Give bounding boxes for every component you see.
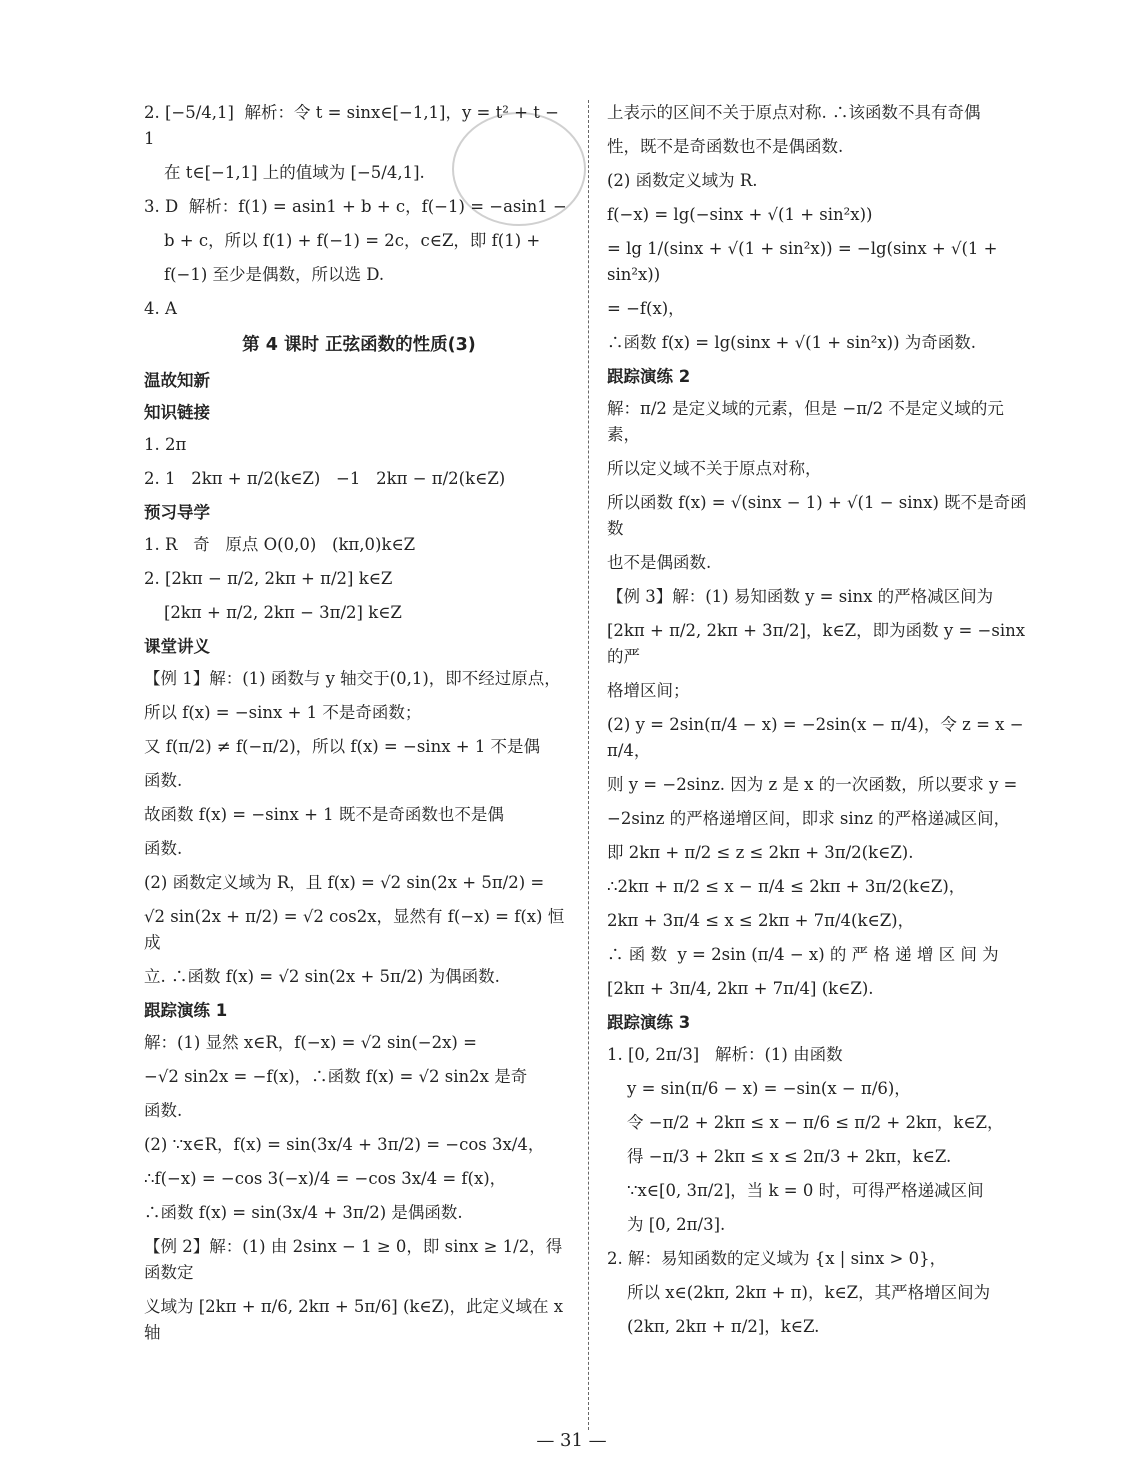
text-line: 所以定义域不关于原点对称， — [607, 459, 822, 478]
left-column — [144, 100, 574, 1354]
text-line: (2kπ, 2kπ + π/2]，k∈Z. — [627, 1317, 820, 1336]
column-divider — [588, 100, 589, 1430]
text-line: 函数. — [144, 1101, 183, 1120]
text-line: √2 sin(2x + π/2) = √2 cos2x，显然有 f(−x) = f(x) 恒成 — [144, 907, 565, 952]
text-line: 则 y = −2sinz. 因为 z 是 x 的一次函数，所以要求 y = — [607, 775, 1018, 794]
text-line: f(−x) = lg(−sinx + √(1 + sin²x)) — [607, 205, 873, 224]
text-line: ∴函数 f(x) = sin(3x/4 + 3π/2) 是偶函数. — [144, 1203, 463, 1222]
text-line: 令 −π/2 + 2kπ ≤ x − π/6 ≤ π/2 + 2kπ，k∈Z， — [627, 1113, 1004, 1132]
text-line: 得 −π/3 + 2kπ ≤ x ≤ 2π/3 + 2kπ，k∈Z. — [627, 1147, 952, 1166]
text-line: 格增区间； — [607, 681, 690, 700]
section-heading: 知识链接 — [144, 403, 210, 422]
text-line: 2kπ + 3π/4 ≤ x ≤ 2kπ + 7π/4(k∈Z)， — [607, 911, 915, 930]
text-line: 即 2kπ + π/2 ≤ z ≤ 2kπ + 3π/2(k∈Z). — [607, 843, 914, 862]
text-line: 解：(1) 显然 x∈R，f(−x) = √2 sin(−2x) = — [144, 1033, 477, 1052]
text-line: [2kπ + π/2, 2kπ + 3π/2]，k∈Z，即为函数 y = −sinx 的严 — [607, 621, 1031, 666]
text-line: 所以 x∈(2kπ, 2kπ + π)，k∈Z，其严格增区间为 — [627, 1283, 991, 1302]
text-line: 2. [2kπ − π/2, 2kπ + π/2] k∈Z — [144, 569, 393, 588]
lesson-title: 第 4 课时 正弦函数的性质(3) — [242, 335, 476, 355]
text-line: (2) ∵x∈R，f(x) = sin(3x/4 + 3π/2) = −cos 3x/4， — [144, 1135, 545, 1154]
text-line: 又 f(π/2) ≠ f(−π/2)，所以 f(x) = −sinx + 1 不是偶 — [144, 737, 541, 756]
text-line: 故函数 f(x) = −sinx + 1 既不是奇函数也不是偶 — [144, 805, 504, 824]
section-heading: 跟踪演练 3 — [607, 1013, 691, 1032]
text-line: 义域为 [2kπ + π/6, 2kπ + 5π/6] (k∈Z)，此定义域在 x 轴 — [144, 1297, 569, 1342]
page-number: — 31 — — [536, 1430, 607, 1451]
section-heading: 温故知新 — [144, 371, 210, 390]
text-line: 为 [0, 2π/3]. — [627, 1215, 726, 1234]
text-line: 3. D 解析：f(1) = asin1 + b + c，f(−1) = −asin1 − — [144, 197, 567, 216]
text-line: 函数. — [144, 839, 183, 858]
text-line: ∴函数 f(x) = lg(sinx + √(1 + sin²x)) 为奇函数. — [607, 333, 977, 352]
text-line: −√2 sin2x = −f(x)，∴函数 f(x) = √2 sin2x 是奇 — [144, 1067, 528, 1086]
text-line: 1. 2π — [144, 435, 187, 454]
section-heading: 预习导学 — [144, 503, 210, 522]
section-heading: 跟踪演练 1 — [144, 1001, 228, 1020]
text-line: 1. [0, 2π/3] 解析：(1) 由函数 — [607, 1045, 843, 1064]
text-line: 上表示的区间不关于原点对称. ∴该函数不具有奇偶 — [607, 103, 981, 122]
text-line: 1. R 奇 原点 O(0,0) (kπ,0)k∈Z — [144, 535, 416, 554]
section-heading: 课堂讲义 — [144, 637, 210, 656]
text-line: 在 t∈[−1,1] 上的值域为 [−5/4,1]. — [164, 163, 425, 182]
text-line: 也不是偶函数. — [607, 553, 712, 572]
text-line: (2) 函数定义域为 R，且 f(x) = √2 sin(2x + 5π/2) = — [144, 873, 545, 892]
text-line: 【例 3】解：(1) 易知函数 y = sinx 的严格减区间为 — [607, 587, 994, 606]
text-line: (2) 函数定义域为 R. — [607, 171, 758, 190]
text-line: 4. A — [144, 299, 177, 318]
text-line: [2kπ + 3π/4, 2kπ + 7π/4] (k∈Z). — [607, 979, 874, 998]
text-line: 2. [−5/4,1] 解析：令 t = sinx∈[−1,1]，y = t² + t − 1 — [144, 103, 565, 148]
text-line: b + c，所以 f(1) + f(−1) = 2c，c∈Z，即 f(1) + — [164, 231, 541, 250]
text-line: 立. ∴函数 f(x) = √2 sin(2x + 5π/2) 为偶函数. — [144, 967, 500, 986]
text-line: 2. 1 2kπ + π/2(k∈Z) −1 2kπ − π/2(k∈Z) — [144, 469, 506, 488]
text-line: 【例 1】解：(1) 函数与 y 轴交于(0,1)，即不经过原点， — [144, 669, 561, 688]
text-line: 解：π/2 是定义域的元素，但是 −π/2 不是定义域的元素， — [607, 399, 1004, 444]
text-line: ∴ 函 数 y = 2sin (π/4 − x) 的 严 格 递 增 区 间 为 — [607, 945, 999, 964]
text-line: 【例 2】解：(1) 由 2sinx − 1 ≥ 0，即 sinx ≥ 1/2，得函数定 — [144, 1237, 563, 1282]
text-line: f(−1) 至少是偶数，所以选 D. — [164, 265, 385, 284]
right-column — [607, 100, 1032, 1348]
text-line: 2. 解：易知函数的定义域为 {x | sinx > 0}， — [607, 1249, 947, 1268]
section-heading: 跟踪演练 2 — [607, 367, 691, 386]
text-line: 性，既不是奇函数也不是偶函数. — [607, 137, 844, 156]
text-line: ∴2kπ + π/2 ≤ x − π/4 ≤ 2kπ + 3π/2(k∈Z)， — [607, 877, 966, 896]
text-line: −2sinz 的严格递增区间，即求 sinz 的严格递减区间， — [607, 809, 1011, 828]
text-line: = −f(x)， — [607, 299, 685, 318]
text-line: y = sin(π/6 − x) = −sin(x − π/6)， — [627, 1079, 911, 1098]
text-line: 所以 f(x) = −sinx + 1 不是奇函数； — [144, 703, 422, 722]
text-line: = lg 1/(sinx + √(1 + sin²x)) = −lg(sinx + √(1 + sin²x)) — [607, 239, 1003, 284]
text-line: [2kπ + π/2, 2kπ − 3π/2] k∈Z — [164, 603, 402, 622]
text-line: (2) y = 2sin(π/4 − x) = −2sin(x − π/4)，令 z = x − π/4， — [607, 715, 1029, 760]
text-line: ∵x∈[0, 3π/2]，当 k = 0 时，可得严格递减区间 — [627, 1181, 984, 1200]
text-line: 所以函数 f(x) = √(sinx − 1) + √(1 − sinx) 既不是奇函数 — [607, 493, 1027, 538]
text-line: 函数. — [144, 771, 183, 790]
text-line: ∴f(−x) = −cos 3(−x)/4 = −cos 3x/4 = f(x)， — [144, 1169, 507, 1188]
